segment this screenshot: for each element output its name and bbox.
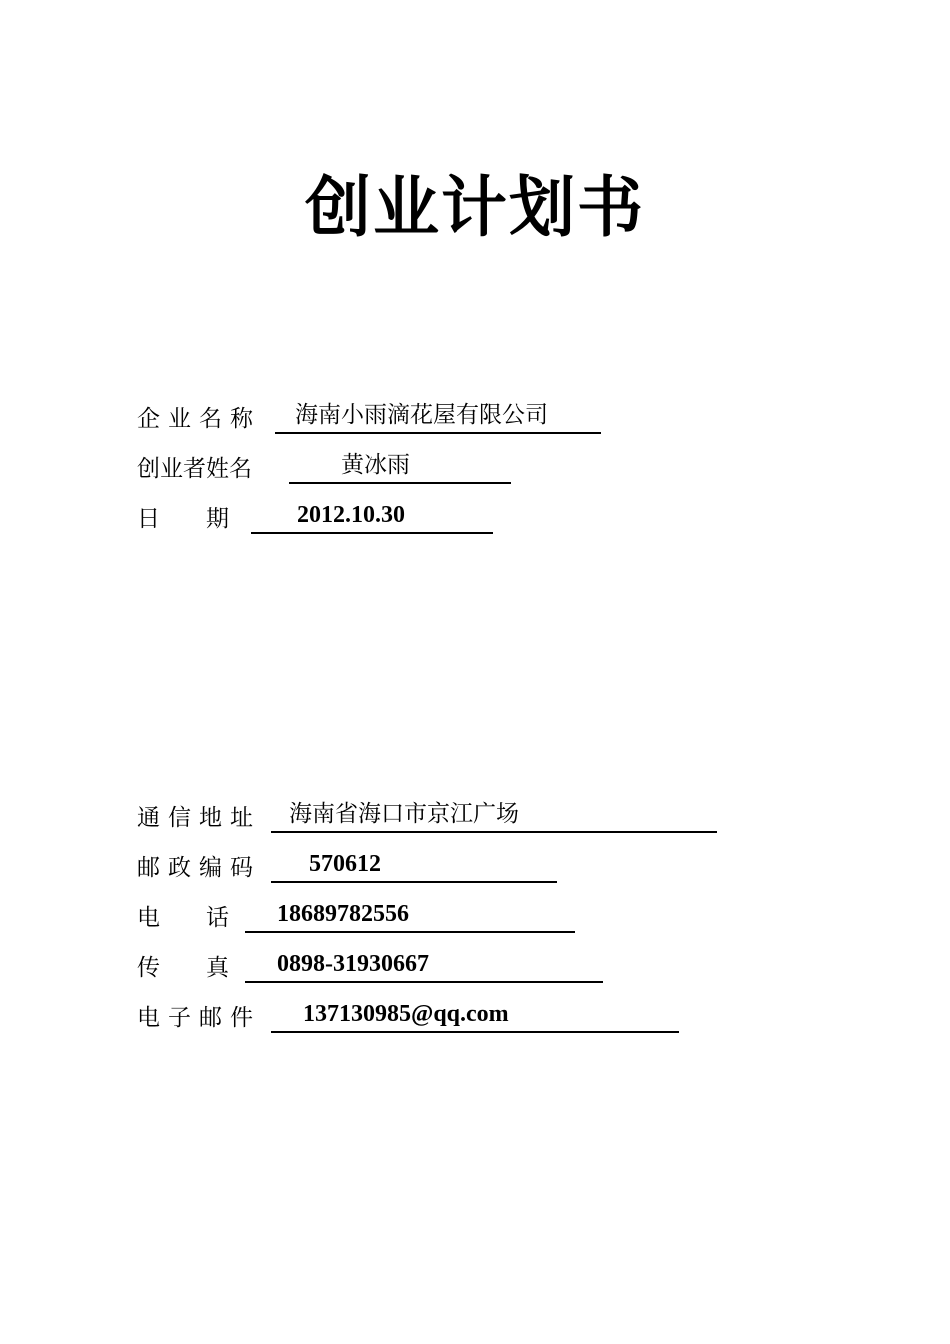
field-row-address xyxy=(137,797,717,833)
document-title: 创业计划书 xyxy=(305,169,645,246)
field-row-email xyxy=(137,997,679,1033)
date-text: 2012.10.30 xyxy=(297,502,405,528)
field-label-phone: 电话 xyxy=(137,905,275,931)
field-row-company-name xyxy=(137,398,601,434)
field-row-date xyxy=(137,498,493,534)
field-value-phone xyxy=(245,899,575,933)
field-value-date xyxy=(251,500,493,534)
field-value-address xyxy=(271,799,717,833)
field-label-address: 通信地址 xyxy=(137,805,261,831)
field-row-phone xyxy=(137,897,575,933)
fax-text: 0898-31930667 xyxy=(277,951,429,977)
field-value-founder-name xyxy=(289,450,511,484)
field-label-founder-name: 创业者姓名 xyxy=(137,456,252,482)
field-row-founder-name xyxy=(137,448,511,484)
company-name-text: 海南小雨滴花屋有限公司 xyxy=(295,402,548,428)
field-label-company-name: 企业名称 xyxy=(137,406,261,432)
field-row-postal-code xyxy=(137,847,557,883)
field-label-fax: 传真 xyxy=(137,955,275,981)
postal-code-text: 570612 xyxy=(309,851,381,877)
field-value-fax xyxy=(245,949,603,983)
field-value-company-name xyxy=(275,400,601,434)
field-row-fax xyxy=(137,947,603,983)
field-value-postal-code xyxy=(271,849,557,883)
field-label-postal-code: 邮政编码 xyxy=(137,855,261,881)
email-text: 137130985@qq.com xyxy=(303,1001,509,1027)
field-label-date: 日期 xyxy=(137,506,275,532)
address-text: 海南省海口市京江广场 xyxy=(289,801,519,827)
phone-text: 18689782556 xyxy=(277,901,409,927)
field-label-email: 电子邮件 xyxy=(137,1005,261,1031)
founder-name-text: 黄冰雨 xyxy=(341,452,410,478)
field-value-email xyxy=(271,999,679,1033)
